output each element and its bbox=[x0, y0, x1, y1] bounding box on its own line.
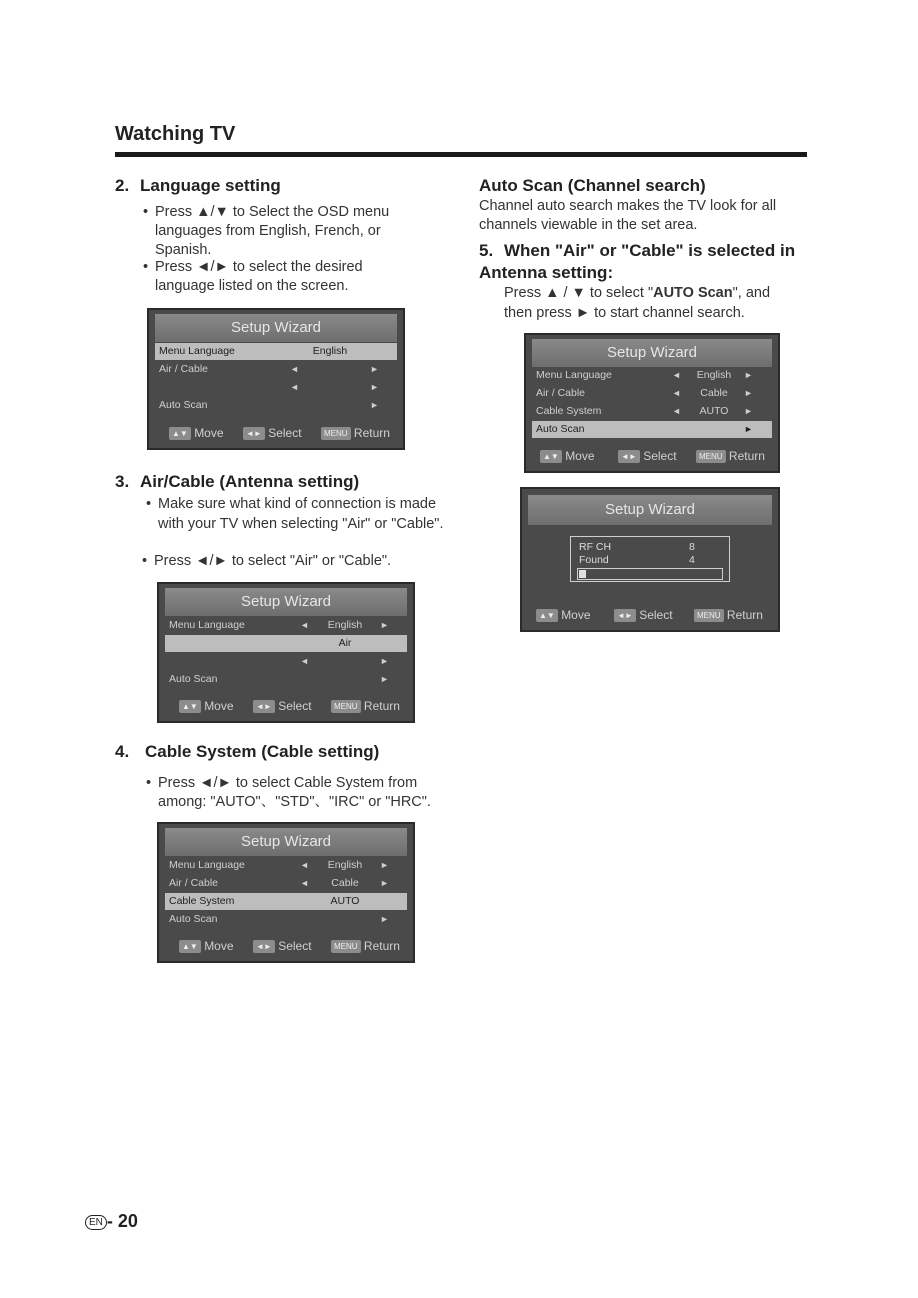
osd-title: Setup Wizard bbox=[528, 495, 772, 525]
return-label: Return bbox=[726, 608, 763, 622]
right-arrow-icon: ► bbox=[744, 406, 753, 416]
osd-row-air-cable bbox=[165, 635, 407, 652]
osd-row-label: Cable System bbox=[169, 895, 235, 907]
page-number bbox=[85, 1211, 138, 1232]
right-arrow-icon: ► bbox=[380, 620, 389, 630]
menu-key: MENU bbox=[331, 940, 361, 953]
section-4-bullet-1-text: Press ◄/► to select Cable System from among: "AUTO"、"STD"、"IRC" or "HRC". bbox=[158, 775, 431, 810]
osd-row-value: English bbox=[696, 369, 732, 381]
section-5-number: 5. bbox=[479, 241, 494, 260]
osd-footer bbox=[532, 445, 772, 467]
osd-row-label: Auto Scan bbox=[159, 399, 208, 411]
section-5-instruction bbox=[504, 283, 794, 323]
left-arrow-icon: ◄ bbox=[290, 382, 299, 392]
page-number-text: - 20 bbox=[106, 1211, 138, 1231]
osd-row-air-cable bbox=[532, 385, 772, 402]
auto-scan-description: Channel auto search makes the TV look for all channels viewable in the set area. bbox=[479, 198, 777, 233]
osd-row-value: AUTO bbox=[699, 405, 729, 417]
section-3-number: 3. bbox=[115, 472, 130, 491]
osd-row-auto-scan bbox=[165, 911, 407, 928]
right-arrow-icon: ► bbox=[380, 914, 389, 924]
osd-title: Setup Wizard bbox=[165, 828, 407, 856]
move-label: Move bbox=[204, 939, 234, 953]
osd-footer bbox=[528, 604, 772, 626]
return-label: Return bbox=[353, 426, 390, 440]
osd-row-cable-system bbox=[532, 403, 772, 420]
osd-row-label: Air / Cable bbox=[159, 363, 209, 375]
osd-cable-system-screen bbox=[157, 822, 415, 963]
osd-row-label: Air / Cable bbox=[536, 387, 586, 399]
move-key-icon: ▲▼ bbox=[536, 609, 558, 622]
osd-air-cable-screen bbox=[157, 582, 415, 723]
section-3-bullet-1: • Make sure what kind of connection is made with your TV when selecting "Air" or "Cable". bbox=[146, 496, 444, 532]
select-key-icon: ◄► bbox=[243, 427, 265, 440]
menu-key: MENU bbox=[321, 427, 351, 440]
osd-row-cable-system bbox=[165, 893, 407, 910]
osd-row-value: English bbox=[312, 345, 348, 357]
section-2-title bbox=[115, 176, 281, 196]
osd-row-label: Auto Scan bbox=[169, 913, 218, 925]
select-key-icon: ◄► bbox=[614, 609, 636, 622]
osd-row-cable-system bbox=[165, 653, 407, 670]
osd-scanning-screen bbox=[520, 487, 780, 632]
left-arrow-icon: ◄ bbox=[300, 656, 309, 666]
osd-row-air-cable bbox=[155, 361, 397, 378]
return-label: Return bbox=[728, 449, 765, 463]
left-arrow-icon: ◄ bbox=[672, 406, 681, 416]
osd-row-label: Auto Scan bbox=[169, 673, 218, 685]
section-5-title bbox=[479, 240, 809, 284]
auto-scan-title: Auto Scan (Channel search) bbox=[479, 176, 706, 195]
osd-row-air-cable bbox=[165, 875, 407, 892]
language-badge: EN bbox=[85, 1215, 107, 1230]
section-2-bullet-1: • Press ▲/▼ to Select the OSD menu languages from English, French, or Spanish. bbox=[143, 204, 390, 258]
osd-row-value: Air bbox=[338, 637, 352, 649]
right-arrow-icon: ► bbox=[744, 388, 753, 398]
osd-row-value: AUTO bbox=[330, 895, 360, 907]
osd-row-menu-language bbox=[155, 343, 397, 360]
osd-language-screen bbox=[147, 308, 405, 450]
right-arrow-icon: ► bbox=[380, 860, 389, 870]
right-arrow-icon: ► bbox=[370, 364, 379, 374]
right-arrow-icon: ► bbox=[380, 656, 389, 666]
menu-key: MENU bbox=[694, 609, 724, 622]
select-label: Select bbox=[643, 449, 677, 463]
found-label: Found bbox=[579, 554, 609, 566]
osd-auto-scan-screen bbox=[524, 333, 780, 473]
section-5-text-1: Press ▲ / ▼ to select " bbox=[504, 285, 654, 301]
osd-row-auto-scan bbox=[532, 421, 772, 438]
osd-row-label: Menu Language bbox=[159, 345, 235, 357]
move-label: Move bbox=[204, 699, 234, 713]
osd-row-label: Menu Language bbox=[169, 859, 245, 871]
osd-footer bbox=[155, 422, 397, 444]
section-2-bullet-2-text: Press ◄/► to select the desired language listed on the screen. bbox=[155, 259, 363, 294]
osd-row-label: Menu Language bbox=[536, 369, 612, 381]
right-arrow-icon: ► bbox=[380, 674, 389, 684]
section-5-heading: When "Air" or "Cable" is selected in Antenna setting: bbox=[479, 241, 796, 282]
osd-row-value: English bbox=[327, 619, 363, 631]
select-label: Select bbox=[268, 426, 302, 440]
menu-key: MENU bbox=[331, 700, 361, 713]
section-2-bullet-1-text: Press ▲/▼ to Select the OSD menu languages from English, French, or Spanish. bbox=[155, 204, 390, 258]
left-arrow-icon: ◄ bbox=[300, 860, 309, 870]
section-5-text-bold: AUTO Scan bbox=[653, 285, 733, 301]
osd-title: Setup Wizard bbox=[155, 314, 397, 342]
move-key-icon: ▲▼ bbox=[169, 427, 191, 440]
osd-row-auto-scan bbox=[165, 671, 407, 688]
left-arrow-icon: ◄ bbox=[672, 388, 681, 398]
move-label: Move bbox=[194, 426, 224, 440]
right-arrow-icon: ► bbox=[380, 878, 389, 888]
right-arrow-icon: ► bbox=[744, 370, 753, 380]
return-label: Return bbox=[363, 699, 400, 713]
found-value: 4 bbox=[689, 554, 695, 566]
left-arrow-icon: ◄ bbox=[672, 370, 681, 380]
right-arrow-icon: ► bbox=[744, 424, 753, 434]
osd-footer bbox=[165, 935, 407, 957]
osd-title: Setup Wizard bbox=[532, 339, 772, 367]
section-3-heading: Air/Cable (Antenna setting) bbox=[140, 472, 360, 491]
section-3-bullet-1-text: Make sure what kind of connection is made with your TV when selecting "Air" or "Cable". bbox=[158, 496, 444, 532]
osd-footer bbox=[165, 695, 407, 717]
osd-row-value: English bbox=[327, 859, 363, 871]
move-key-icon: ▲▼ bbox=[540, 450, 562, 463]
right-arrow-icon: ► bbox=[370, 400, 379, 410]
osd-row-menu-language bbox=[165, 617, 407, 634]
select-label: Select bbox=[278, 939, 312, 953]
osd-row-menu-language bbox=[165, 857, 407, 874]
select-key-icon: ◄► bbox=[253, 700, 275, 713]
section-2-number: 2. bbox=[115, 176, 130, 195]
osd-row-menu-language bbox=[532, 367, 772, 384]
page-header: Watching TV bbox=[115, 123, 236, 145]
section-2-heading: Language setting bbox=[140, 176, 281, 195]
osd-row-value: Cable bbox=[700, 387, 728, 399]
select-label: Select bbox=[278, 699, 312, 713]
section-3-bullet-2-text: Press ◄/► to select "Air" or "Cable". bbox=[154, 553, 392, 569]
header-rule bbox=[115, 152, 807, 157]
section-4-heading: Cable System (Cable setting) bbox=[145, 742, 380, 761]
move-label: Move bbox=[561, 608, 591, 622]
osd-row-label: Auto Scan bbox=[536, 423, 585, 435]
osd-title: Setup Wizard bbox=[165, 588, 407, 616]
return-label: Return bbox=[363, 939, 400, 953]
scan-status-box bbox=[570, 536, 730, 582]
select-label: Select bbox=[639, 608, 673, 622]
section-3-bullet-2: • Press ◄/► to select "Air" or "Cable". bbox=[142, 553, 392, 569]
osd-row-auto-scan bbox=[155, 397, 397, 414]
section-4-title bbox=[115, 742, 379, 762]
scan-progress-bar bbox=[577, 568, 723, 580]
select-key-icon: ◄► bbox=[253, 940, 275, 953]
left-arrow-icon: ◄ bbox=[300, 878, 309, 888]
section-4-number: 4. bbox=[115, 742, 130, 761]
left-arrow-icon: ◄ bbox=[300, 620, 309, 630]
right-arrow-icon: ► bbox=[370, 382, 379, 392]
move-key-icon: ▲▼ bbox=[179, 940, 201, 953]
menu-key: MENU bbox=[696, 450, 726, 463]
section-4-bullet-1: • Press ◄/► to select Cable System from among: "AUTO"、"STD"、"IRC" or "HRC". bbox=[146, 775, 431, 810]
osd-row-label: Menu Language bbox=[169, 619, 245, 631]
rf-ch-value: 8 bbox=[689, 541, 695, 553]
move-label: Move bbox=[565, 449, 595, 463]
select-key-icon: ◄► bbox=[618, 450, 640, 463]
osd-row-label: Cable System bbox=[536, 405, 602, 417]
section-5-text-2: ", and then press ► to start channel search. bbox=[504, 285, 771, 321]
section-2-bullet-2: • Press ◄/► to select the desired language listed on the screen. bbox=[143, 259, 363, 294]
osd-row-label: Air / Cable bbox=[169, 877, 219, 889]
scan-progress-fill bbox=[579, 570, 586, 578]
rf-ch-label: RF CH bbox=[579, 541, 612, 553]
left-arrow-icon: ◄ bbox=[290, 364, 299, 374]
osd-row-cable-system bbox=[155, 379, 397, 396]
move-key-icon: ▲▼ bbox=[179, 700, 201, 713]
osd-row-value: Cable bbox=[331, 877, 359, 889]
section-3-title bbox=[115, 472, 359, 492]
